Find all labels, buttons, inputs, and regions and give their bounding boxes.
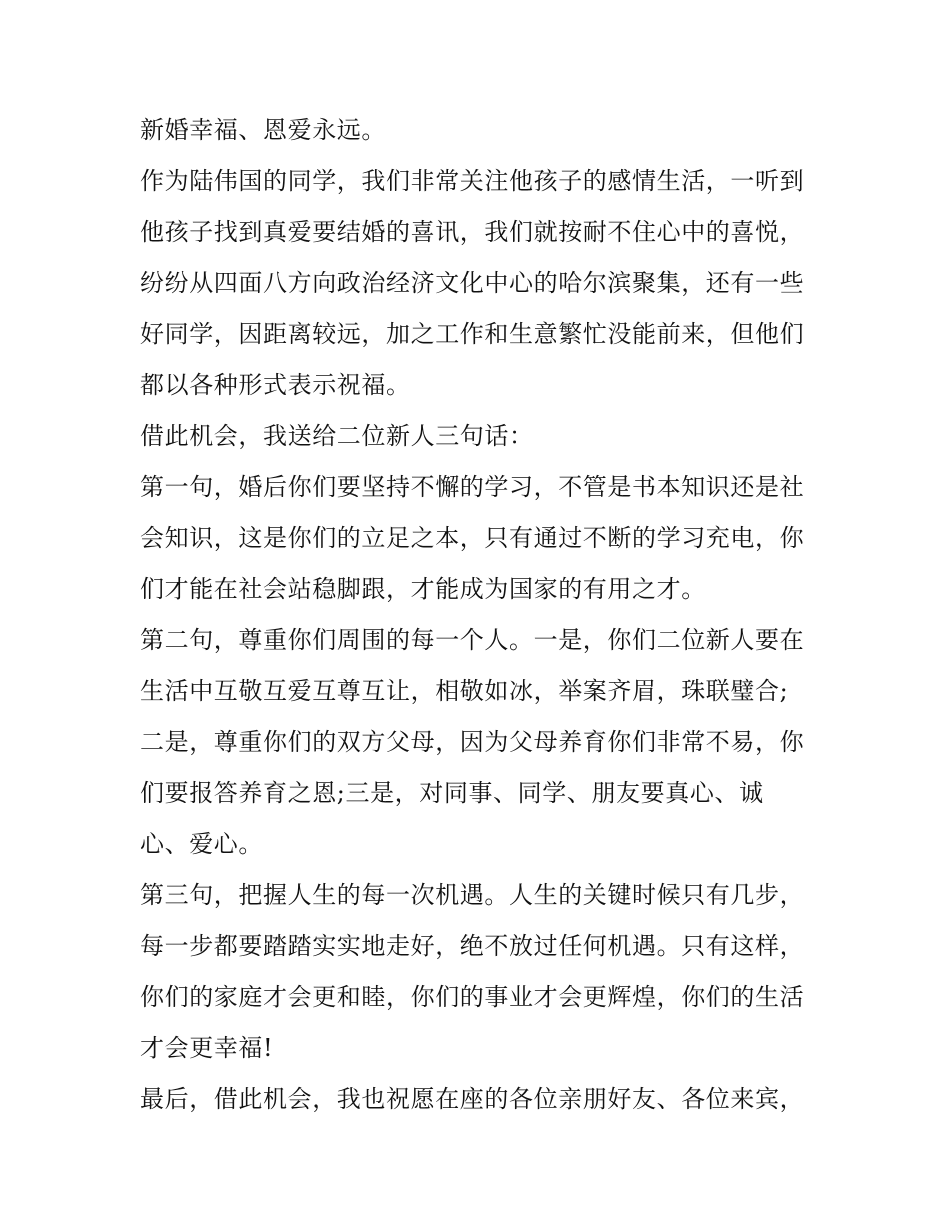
text-line: 他孩子找到真爱要结婚的喜讯，我们就按耐不住心中的喜悦， [140, 218, 805, 246]
text-line: 纷纷从四面八方向政治经济文化中心的哈尔滨聚集，还有一些 [140, 269, 805, 297]
text-line: 作为陆伟国的同学，我们非常关注他孩子的感情生活，一听到 [140, 167, 805, 195]
text-line: 第一句，婚后你们要坚持不懈的学习，不管是书本知识还是社 [140, 473, 805, 501]
text-line: 心、爱心。 [140, 830, 263, 858]
text-line: 才会更幸福! [140, 1034, 274, 1062]
text-line: 第三句，把握人生的每一次机遇。人生的关键时候只有几步， [140, 881, 805, 909]
text-line: 都以各种形式表示祝福。 [140, 371, 411, 399]
text-line: 生活中互敬互爱互尊互让，相敬如冰，举案齐眉，珠联璧合; [140, 677, 789, 705]
text-line: 二是，尊重你们的双方父母，因为父母养育你们非常不易，你 [140, 728, 805, 756]
text-line: 们才能在社会站稳脚跟，才能成为国家的有用之才。 [140, 575, 706, 603]
text-line: 会知识，这是你们的立足之本，只有通过不断的学习充电，你 [140, 524, 805, 552]
text-line: 借此机会，我送给二位新人三句话： [140, 422, 534, 450]
text-line: 最后，借此机会，我也祝愿在座的各位亲朋好友、各位来宾， [140, 1085, 805, 1113]
text-line: 好同学，因距离较远，加之工作和生意繁忙没能前来，但他们 [140, 320, 805, 348]
text-line: 新婚幸福、恩爱永远。 [140, 116, 386, 144]
text-line: 每一步都要踏踏实实地走好，绝不放过任何机遇。只有这样， [140, 932, 805, 960]
text-line: 第二句，尊重你们周围的每一个人。一是，你们二位新人要在 [140, 626, 805, 654]
text-line: 们要报答养育之恩;三是，对同事、同学、朋友要真心、诚 [140, 779, 764, 807]
text-line: 你们的家庭才会更和睦，你们的事业才会更辉煌，你们的生活 [140, 983, 805, 1011]
